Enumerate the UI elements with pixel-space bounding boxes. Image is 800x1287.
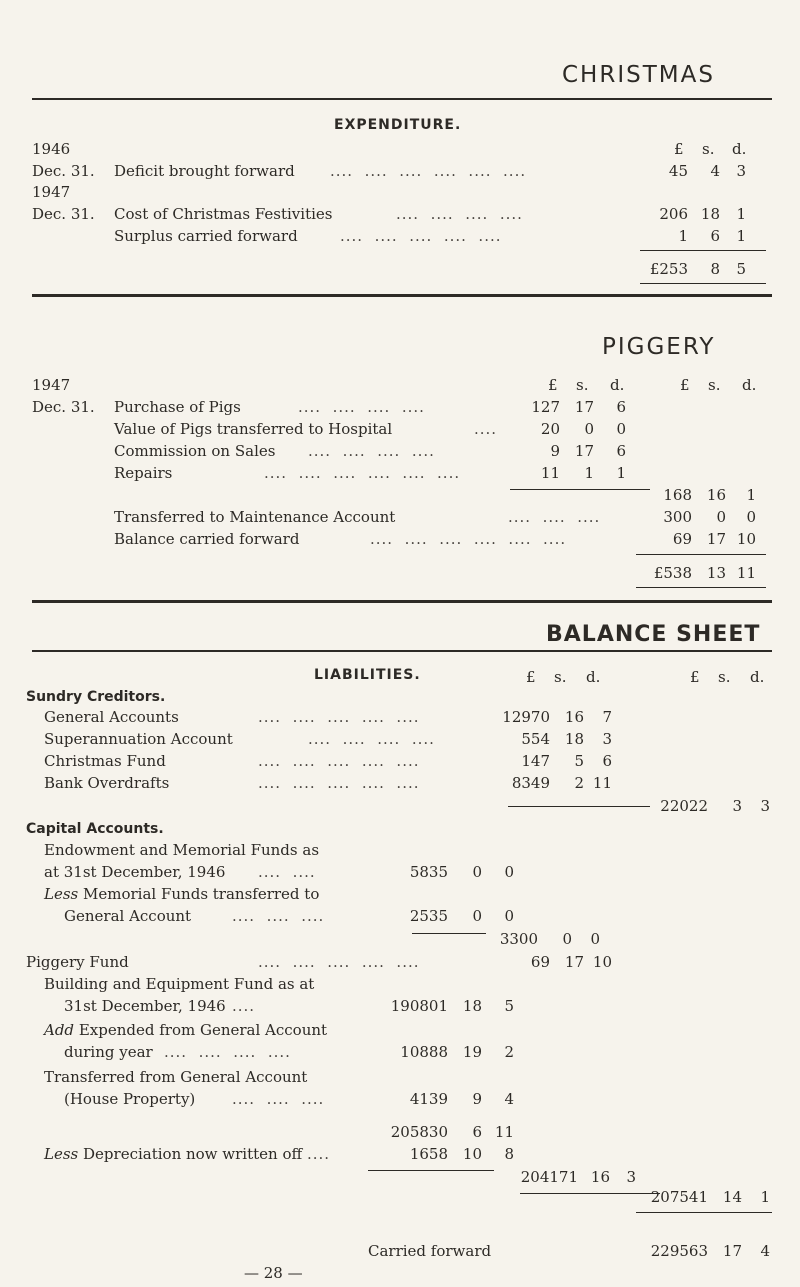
building-subtotal-pounds: 205830 (390, 1123, 448, 1141)
row-pounds: 206 (659, 205, 688, 223)
row-shillings: 17 (574, 398, 594, 416)
page-number: — 28 — (244, 1264, 303, 1282)
row-shillings: 2 (574, 774, 584, 792)
sundry-creditors-heading: Sundry Creditors. (26, 689, 166, 705)
row-pence: 0 (616, 420, 626, 438)
transfer-leader: .... .... .... (232, 1090, 325, 1108)
add-text: Expended from General Account (78, 1021, 328, 1039)
bs-col1-s: s. (554, 668, 567, 686)
row-pence: 3 (736, 162, 746, 180)
expenditure-heading: EXPENDITURE. (334, 117, 462, 133)
capital-total-shillings: 14 (722, 1188, 742, 1206)
endowment-net-shillings: 0 (562, 930, 572, 948)
row-date: Dec. 31. (32, 205, 95, 223)
piggery-year: 1947 (32, 376, 71, 394)
row-leader: .... .... .... .... .... .... (264, 464, 461, 482)
row-pence: 1 (616, 464, 626, 482)
building-line1: Building and Equipment Fund as at (44, 975, 315, 993)
add-pence: 2 (504, 1043, 514, 1061)
row-pounds: 8349 (511, 774, 550, 792)
row-pence: 11 (592, 774, 612, 792)
row-leader: .... .... .... .... .... (340, 227, 502, 245)
balance-sheet-title: BALANCE SHEET (546, 622, 761, 647)
row-shillings: 5 (574, 752, 584, 770)
row-desc: Christmas Fund (44, 752, 166, 770)
building-net-shillings: 16 (590, 1168, 610, 1186)
christmas-header-s: s. (702, 140, 715, 158)
row-shillings: 18 (564, 730, 584, 748)
piggery-col2-d: d. (742, 376, 757, 394)
building-subtotal-shillings: 6 (472, 1123, 482, 1141)
row-leader: .... .... .... .... .... (258, 774, 420, 792)
row-desc: Value of Pigs transferred to Hospital (114, 420, 393, 438)
capital-total-pence: 1 (760, 1188, 770, 1206)
row-shillings: 1 (584, 464, 594, 482)
row-pence: 7 (602, 708, 612, 726)
add-pounds: 10888 (400, 1043, 448, 1061)
add-line1 (44, 1023, 327, 1038)
transfer-line1: Transferred from General Account (44, 1068, 308, 1086)
row-pounds: 554 (521, 730, 550, 748)
row-leader: .... .... .... .... .... .... (370, 530, 567, 548)
row-desc: Balance carried forward (114, 530, 300, 548)
row-pounds: 20 (540, 420, 560, 438)
row-desc: General Accounts (44, 708, 179, 726)
piggery-col1-s: s. (576, 376, 589, 394)
row-leader: .... .... .... .... .... (258, 752, 420, 770)
carried-total-pounds: 229563 (650, 1242, 708, 1260)
balance-sheet-rule (32, 650, 772, 652)
piggery-sum-rule (636, 554, 766, 555)
row-shillings: 4 (710, 162, 720, 180)
capital-accounts-heading: Capital Accounts. (26, 821, 164, 837)
row-pounds: 1 (678, 227, 688, 245)
depreciation-text: Depreciation now written off (83, 1145, 303, 1163)
piggery-date: Dec. 31. (32, 398, 95, 416)
bs-col2-l: £ (690, 668, 700, 686)
carried-rule (636, 1212, 772, 1213)
piggery-col2-l: £ (680, 376, 690, 394)
endowment-pounds: 5835 (409, 863, 448, 881)
piggery-bottom-rule (32, 600, 772, 603)
sundry-total-shillings: 3 (732, 797, 742, 815)
row-desc: Purchase of Pigs (114, 398, 241, 416)
row-pounds: 127 (531, 398, 560, 416)
row-pounds: 147 (521, 752, 550, 770)
row-desc: Commission on Sales (114, 442, 276, 460)
row-shillings: 18 (700, 205, 720, 223)
christmas-total-shillings: 8 (710, 260, 720, 278)
piggery-fund-pence: 10 (592, 953, 612, 971)
less-memorial-text: Memorial Funds transferred to (83, 885, 320, 903)
row-shillings: 17 (706, 530, 726, 548)
row-desc: Bank Overdrafts (44, 774, 170, 792)
piggery-fund-pounds: 69 (530, 953, 550, 971)
christmas-header-l: £ (674, 140, 684, 158)
endowment-line1: Endowment and Memorial Funds as (44, 841, 320, 859)
bs-col2-d: d. (750, 668, 765, 686)
row-desc: Deficit brought forward (114, 162, 295, 180)
less-memorial-shillings: 0 (472, 907, 482, 925)
row-pence: 10 (736, 530, 756, 548)
piggery-subtotal-pence: 1 (746, 486, 756, 504)
add-word: Add (44, 1021, 75, 1039)
piggery-subtotal-pounds: 168 (663, 486, 692, 504)
piggery-col1-l: £ (548, 376, 558, 394)
row-desc: Surplus carried forward (114, 227, 298, 245)
endowment-shillings: 0 (472, 863, 482, 881)
transfer-pounds: 4139 (409, 1090, 448, 1108)
christmas-total-pounds: £253 (649, 260, 688, 278)
piggery-fund-desc: Piggery Fund (26, 953, 129, 971)
row-pence: 1 (736, 227, 746, 245)
less-memorial-leader: .... .... .... (232, 907, 325, 925)
row-desc: Transferred to Maintenance Account (114, 508, 396, 526)
bs-col1-d: d. (586, 668, 601, 686)
depreciation-leader: .... (306, 1145, 331, 1163)
row-date: Dec. 31. (32, 162, 95, 180)
endowment-line2: at 31st December, 1946 (44, 863, 226, 881)
row-shillings: 16 (564, 708, 584, 726)
carried-total-shillings: 17 (722, 1242, 742, 1260)
endowment-sum-rule (412, 933, 486, 934)
sundry-total-pounds: 22022 (660, 797, 708, 815)
depreciation-pounds: 1658 (409, 1145, 448, 1163)
add-shillings: 19 (462, 1043, 482, 1061)
less-memorial-pence: 0 (504, 907, 514, 925)
bs-col2-s: s. (718, 668, 731, 686)
less-memorial-pounds: 2535 (409, 907, 448, 925)
row-pence: 1 (736, 205, 746, 223)
endowment-leader: .... .... (258, 863, 316, 881)
transfer-shillings: 9 (472, 1090, 482, 1108)
depreciation-line (44, 1147, 330, 1162)
building-net-rule (368, 1170, 494, 1171)
endowment-pence: 0 (504, 863, 514, 881)
row-leader: .... .... .... .... (308, 442, 435, 460)
less-memorial-line2: General Account (64, 907, 192, 925)
row-shillings: 17 (574, 442, 594, 460)
piggery-subtotal-rule (510, 489, 644, 490)
row-pence: 6 (616, 398, 626, 416)
building-net-pounds: 204171 (520, 1168, 578, 1186)
sundry-sum-rule (508, 806, 650, 807)
piggery-title: PIGGERY (602, 334, 716, 360)
row-pounds: 12970 (502, 708, 550, 726)
less-memorial-line1 (44, 887, 319, 902)
transfer-line2: (House Property) (64, 1090, 196, 1108)
add-leader: .... .... .... .... (164, 1043, 291, 1061)
carried-forward-label: Carried forward (368, 1242, 492, 1260)
building-pence: 5 (504, 997, 514, 1015)
building-pounds: 190801 (390, 997, 448, 1015)
add-line2: during year (64, 1043, 153, 1061)
christmas-top-rule (32, 98, 772, 100)
less-word: Less (44, 885, 79, 903)
carried-total-pence: 4 (760, 1242, 770, 1260)
building-subtotal-pence: 11 (494, 1123, 514, 1141)
christmas-total-underline (640, 283, 766, 284)
row-desc: Cost of Christmas Festivities (114, 205, 333, 223)
piggery-col1-d: d. (610, 376, 625, 394)
row-shillings: 0 (584, 420, 594, 438)
row-leader: .... .... .... .... .... (258, 708, 420, 726)
building-net-pence: 3 (626, 1168, 636, 1186)
christmas-header-d: d. (732, 140, 747, 158)
row-pence: 0 (746, 508, 756, 526)
building-line2: 31st December, 1946 (64, 997, 226, 1015)
bs-col1-l: £ (526, 668, 536, 686)
transfer-pence: 4 (504, 1090, 514, 1108)
row-leader: .... (474, 420, 498, 438)
piggery-total-underline (636, 587, 766, 588)
piggery-fund-leader: .... .... .... .... .... (258, 953, 420, 971)
row-leader: .... .... .... .... (396, 205, 523, 223)
capital-sum-rule (520, 1193, 660, 1194)
piggery-subtotal-shillings: 16 (706, 486, 726, 504)
row-pounds: 69 (672, 530, 692, 548)
row-pounds: 45 (668, 162, 688, 180)
piggery-fund-shillings: 17 (564, 953, 584, 971)
piggery-subtotal-dash (644, 489, 650, 490)
row-desc: Repairs (114, 464, 173, 482)
sundry-total-pence: 3 (760, 797, 770, 815)
row-pence: 6 (616, 442, 626, 460)
capital-total-pounds: 207541 (650, 1188, 708, 1206)
endowment-net-pounds: 3300 (499, 930, 538, 948)
row-pounds: 9 (550, 442, 560, 460)
christmas-title: CHRISTMAS (562, 62, 715, 88)
row-pounds: 11 (540, 464, 560, 482)
row-leader: .... .... .... (508, 508, 601, 526)
row-pence: 3 (602, 730, 612, 748)
row-shillings: 6 (710, 227, 720, 245)
christmas-bottom-rule (32, 294, 772, 297)
piggery-total-shillings: 13 (706, 564, 726, 582)
row-leader: .... .... .... .... (308, 730, 435, 748)
christmas-year-1947: 1947 (32, 183, 71, 201)
christmas-total-pence: 5 (736, 260, 746, 278)
row-pounds: 300 (663, 508, 692, 526)
liabilities-heading: LIABILITIES. (314, 667, 421, 683)
christmas-year-1946: 1946 (32, 140, 71, 158)
row-desc: Superannuation Account (44, 730, 233, 748)
endowment-net-pence: 0 (590, 930, 600, 948)
piggery-col2-s: s. (708, 376, 721, 394)
row-shillings: 0 (716, 508, 726, 526)
piggery-total-pounds: £538 (653, 564, 692, 582)
row-leader: .... .... .... .... (298, 398, 425, 416)
row-leader: .... .... .... .... .... .... (330, 162, 527, 180)
depreciation-pence: 8 (504, 1145, 514, 1163)
building-leader: .... (232, 997, 256, 1015)
piggery-total-pence: 11 (736, 564, 756, 582)
row-pence: 6 (602, 752, 612, 770)
building-shillings: 18 (462, 997, 482, 1015)
depreciation-word: Less (44, 1145, 79, 1163)
christmas-sum-rule (640, 250, 766, 251)
depreciation-shillings: 10 (462, 1145, 482, 1163)
